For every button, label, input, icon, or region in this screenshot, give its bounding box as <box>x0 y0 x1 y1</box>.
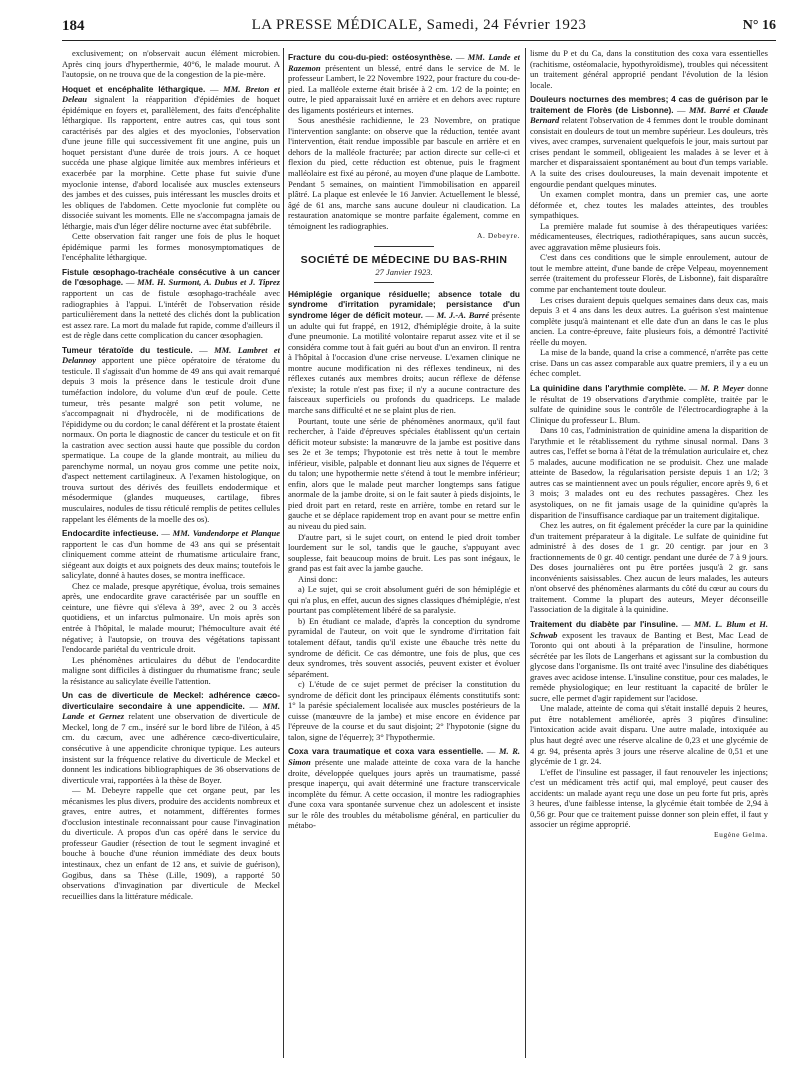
body-paragraph <box>530 189 768 221</box>
body-paragraph <box>62 785 280 901</box>
paragraph-text: Pourtant, toute une série de phénomènes anormaux, qu'il faut rechercher, à l'aide d'épreuves spéciales établissent qu'un certain déficit moteur subsiste: la manœuvre de la jambe est positive dans ses 2e et 3e temps; l'hypotonie est très nette à tout le membre inférieur, visible, palpable et donnant lieu aux signes de l'équerre et du talon; une hypothermie nette s'étend à tout le membre inférieur; enfin, alors que le malade peut marcher longtemps sans fatigue anormale de la jambe droite, si on le fait sauter à pieds disjoints, le pied droit part en retard, reste en arrière, tombe en retard sur le gauche et se déplace rapidement trop en avant pour se mettre enfin au niveau du pied sain. <box>288 415 520 531</box>
article-authors: MM. Lambret et Delannoy <box>62 344 280 366</box>
paragraph-text: Un examen complet montra, dans un premier cas, une aorte déformée et, chez toutes les malades atteintes, des troubles sympathiques. <box>530 189 768 221</box>
body-paragraph <box>62 655 280 687</box>
article-heading: Endocardite infectieuse. <box>62 528 159 539</box>
paragraph-text: Sous anesthésie rachidienne, le 23 Novembre, on pratique l'intervention sanglante: on observe que la réduction, tentée avant l'intervention, était rendue impossible par bascule en arrière et en dehors de la malléole fracturée; par action directe sur celle-ci et flexion du pied, cette réduction est obtenue, puis le fragment malléolaire est fixé au péroné, au moyen d'une plaque de Lambotte. Pendant 5 semaines, on maintient l'immobilisation en appareil plâtré. La plaque est enlevée le 16 Janvier. Actuellement le blessé, âgé de 61 ans, marche sans aucune douleur ni claudication. La restauration anatomique se montre parfaite également, comme en témoignent les radiographies. <box>288 115 520 231</box>
issue-number: N° 16 <box>742 18 776 33</box>
article-heading: Fracture du cou-du-pied: ostéosynthèse. <box>288 52 453 62</box>
article-authors: MM. L. Blum et H. Schwab <box>530 618 768 640</box>
body-paragraph <box>530 425 768 520</box>
paragraph-text: L'effet de l'insuline est passager, il faut renouveler les injections; c'est un médicament très actif qui, mal employé, peut causer des accidents: un malade ayant reçu une dose un peu forte fut pris, après 3 heures, d'une faiblesse intense, la glycémie était tombée de 2,94 à 0,56 gr. Pour que ce traitement puisse donner son plein effet, il faut y associer un régime approprié. <box>530 766 768 830</box>
society-heading: SOCIÉTÉ DE MÉDECINE DU BAS-RHIN <box>300 253 508 266</box>
body-paragraph <box>62 48 280 80</box>
article-authors: MM. Lande et Razemon <box>288 52 520 73</box>
paragraph-text: Cette observation fait ranger une fois de plus le hoquet épidémique parmi les formes monosymptomatiques de l'encéphalite léthargique. <box>62 231 280 263</box>
paragraph-text: présentent un blessé, entré dans le service de M. le professeur Lambert, le 22 Novembre 1922, pour fracture du cou-de-pied. La malléole externe était brisée à 2 cm. 1/2 de la pointe; en outre, le pied apparaissait luxé en arrière et en dehors avec rupture des ligaments postérieurs et internes. <box>288 62 520 115</box>
paragraph-text: — M. Debeyre rappelle que cet organe peut, par les mécanismes les plus divers, produire des accidents nombreux et graves, entre autres, et notamment, différentes formes d'occlusion intestinale reconnaissant pour cause l'invagination du diverticule. A propos d'un cas opéré dans le service du professeur Gaudier (résection de tout le segment invaginé et bouche à bouche d'une réunion immédiate des deux bouts intestinaux, chez un enfant de 12 ans, et suivie de guérison), Gogibus, dans sa Thèse (Lille, 1909), a rapporté 50 observations d'invagination par diverticule de Meckel recueillies dans la littérature médicale. <box>62 785 280 901</box>
paragraph-text: Une malade, atteinte de coma qui s'était installé depuis 2 heures, put être notablement améliorée, après 3 piqûres d'insuline: l'intoxication acide avait disparu. Une autre malade, intoxiquée au plus haut degré avec une réserve alcaline de 0,23 et une glycémie de 4 gr. 94, présenta après 3 jours une réserve alcaline de 0,51 et une glycémie de 1 gr. 24. <box>530 703 768 767</box>
paragraph-text: Les crises duraient depuis quelques semaines dans deux cas, mais depuis 3 et 4 ans dans les deux autres. La guérison s'est maintenue complète jusqu'à maintenant et elle date d'un an dans le cas le plus ancien. La contre-épreuve, faite plusieurs fois, a démontré l'activité réelle du moyen. <box>530 294 768 347</box>
article-authors: M. R. Simon <box>288 746 520 767</box>
article-authors: MM. H. Surmont, A. Dubus et J. Tiprez <box>137 277 280 288</box>
paragraph-text: rapportent un cas de fistule œsophago-trachéale avec radiographies à l'appui. L'intérêt de l'observation réside particulièrement dans la netteté des clichés dont la publication est assez rare. La mort du malade fut rapide, comme d'ailleurs il est de règle dans cette complication du cancer œsophagien. <box>62 288 280 341</box>
separator-rule <box>374 246 434 247</box>
paragraph-text: Chez les autres, on fit également précéder la cure par la quinidine d'un traitement préparateur à la digitale. Le sulfate de quinidine fut administré à des doses de 1 gr. 20 centigr. par jour en 3 fractionnements de 0 gr. 40 centigr. pendant une durée de 7 à 9 jours. Des doses journalières ont pu être portées jusqu'à 2 gr. sans inconvénients saisissables. Chez aucun de leurs malades, les auteurs n'ont observé des phénomènes alarmants du côté du cœur au cours du traitement. Comme la plupart des auteurs, Meyer déconseille l'association de la digitale à la quinidine. <box>530 520 768 615</box>
body-paragraph <box>530 347 768 379</box>
author-signature: A. Debeyre. <box>476 231 520 241</box>
article-authors: MM. Barré et Claude Bernard <box>530 104 768 126</box>
article-heading: Douleurs nocturnes des membres; 4 cas de guérison par le traitement de Florès (de Lisbonne). <box>530 94 768 115</box>
article-paragraph: Traitement du diabète par l'insuline. — MM. L. Blum et H. Schwab exposent les travaux de Banting et Best, Mac Lead de Toronto qui ont abouti à la préparation de l'insuline, hormone sécrétée par les îlots de Langerhans et agissant sur la combustion du glycose dans l'organisme. Ils ont traité avec l'insuline des diabétiques graves avec acidose intense. L'insuline constitue, pour ces malades, le remède physiologique; en leur restituant la capacité de brûler le sucre, elle permet d'agir rapidement sur l'acidose. <box>530 618 768 703</box>
paragraph-text: Ainsi donc: <box>298 573 338 584</box>
article-heading: La quinidine dans l'arythmie complète. <box>530 382 686 393</box>
article-paragraph: Coxa vara traumatique et coxa vara essentielle. — M. R. Simon présente une malade atteinte de coxa vara de la hanche droite, développée quelques jours après un traumatisme, passé presque inaperçu, qui avait déterminé une fracture transcervicale incomplète du fémur. A cette occasion, il montre les radiographies d'une coxa vara spontanée survenue chez un adolescent et insiste sur le rôle des troubles du métabolisme général, en particulier du métabo- <box>288 746 520 831</box>
paragraph-text: c) L'étude de ce sujet permet de préciser la constitution du syndrome de déficit dont les principaux éléments constitutifs sont: 1° la parésie spécialement localisée aux muscles postérieurs de la cuisse (manœuvre de la jambe) et mise encore en évidence par l'épreuve de la course et du saut disjoint; 2° l'hypotonie (signe du talon, signe de l'équerre); 3° l'hypothermie. <box>288 679 520 742</box>
column-middle <box>288 48 520 1060</box>
separator-rule <box>374 282 434 283</box>
paragraph-text: exclusivement; on n'observait aucun élément microbien. Après cinq jours d'hyperthermie, 40°6, le malade mourut. A l'autopsie, on ne trouva que de la congestion de la pie-mère. <box>62 48 280 80</box>
paragraph-text: Chez ce malade, presque apyrétique, évolua, trois semaines après, une endocardite grave caractérisée par un souffle en ceinture, une fièvre qui s'éleva à 39°, avec 2 ou 3 accès quotidiens, et un infarctus pulmonaire. Un mois après son entrée à l'hôpital, le malade mourut; l'hémoculture avait été négative; à l'autopsie, on trouva des végétations tapissant l'endocarde pariétal du ventricule droit. <box>62 580 280 655</box>
article-paragraph: Endocardite infectieuse. — MM. Vandendorpe et Planque rapportent le cas d'un homme de 43 ans qui se présentait cliniquement comme atteint de rhumatisme articulaire franc, siégeant aux doigts et aux poignets des deux mains; toutefois le salicylate, donné à hautes doses, se montra inefficace. <box>62 528 280 581</box>
paragraph-text: présente un adulte qui fut frappé, en 1912, d'hémiplégie droite, à la suite d'une pneumonie. La motilité volontaire reparut assez vite et il se considéra comme tout à fait guéri au bout d'un an environ. Il rentra à l'hôpital à l'occasion d'une crise nerveuse. L'examen clinique ne montre aucune modification ni des réflexes tendineux, ni des réflexes cutanés aux membres droits; aucun réflexe de défense n'existe; la rotule n'est pas fixe; il n'y a aucune contracture des faisceaux superficiels ou profonds du quadriceps. Le malade marche sans difficulté et ne se plaint plus de rien. <box>288 310 520 415</box>
paragraph-text: La mise de la bande, quand la crise a commencé, n'arrête pas cette crise. Dans un cas assez comparable aux quatre premiers, il y a eu un échec complet. <box>530 347 768 379</box>
paragraph-text: relatent une observation de diverticule de Meckel, long de 7 cm., inséré sur le bord libre de l'iléon, à 45 cm. du cæcum, avec une adhérence cæco-diverticulaire, consécutive à une appendicite chronique typique. Les auteurs insistent sur la fréquence relative du diverticule de Meckel et donnent les indications bibliographiques de 36 observations de diverticule vrai, rapportées à la thèse de Boyer. <box>62 711 280 785</box>
paragraph-text: présente une malade atteinte de coxa vara de la hanche droite, développée quelques jours après un traumatisme, passé presque inaperçu, qui avait déterminé une fracture transcervicale incomplète du fémur. A cette occasion, il montre les radiographies d'une coxa vara spontanée survenue chez un adolescent et insiste sur le rôle des troubles du métabolisme général, en particulier du métabo- <box>288 757 520 831</box>
paragraph-text: signalent la réapparition d'épidémies de hoquet épidémique en foyers et, parallèlement, des faits d'encéphalite léthargique. Ils rapportent, entre autres cas, qui tous sont caractérisés par des algies et des myoclonies, l'observation d'une jeune fille qui successivement fit une angine, puis un hoquet persistant d'une durée de trois jours. A ce hoquet succéda une phase algique limitée aux membres inférieurs et exacerbée par la morphine. Cette phase fut suivie d'une myoclonie intense, d'abord localisée aux muscles extenseurs des jambes et des cuisses, puis intéressant les muscles droits et les obliques de l'abdomen. Cette myoclonie fut complète ou dissociée suivant les moments. Elle ne s'accompagna jamais de léthargie, mais d'un léger délire nocturne avec état subfébrile. <box>62 94 280 231</box>
body-paragraph <box>288 416 520 532</box>
paragraph-text: lisme du P et du Ca, dans la constitution des coxa vara essentielles (rachitisme, ostéomalacie, hypothyroïdisme), troubles qui nécessitent un traitement général approprié pendant l'évolution de la lésion locale. <box>530 48 768 90</box>
paragraph-text: C'est dans ces conditions que le simple enroulement, autour de tout le membre atteint, d'une bande de crêpe Velpeau, moyennement serrée (traitement du professeur Florès, de Lisbonne), fait disparaître comme par enchantement toute douleur. <box>530 252 768 295</box>
body-paragraph <box>530 703 768 766</box>
body-paragraph <box>288 584 520 616</box>
body-paragraph <box>530 221 768 253</box>
body-paragraph <box>62 231 280 263</box>
article-heading: Hoquet et encéphalite léthargique. <box>62 83 206 94</box>
paragraph-text: La première malade fut soumise à des thérapeutiques variées: médicamenteuses, électriques, radiothérapiques, sans aucun succès, avec aggravation même plusieurs fois. <box>530 220 768 252</box>
body-paragraph <box>530 252 768 294</box>
article-paragraph: Douleurs nocturnes des membres; 4 cas de guérison par le traitement de Florès (de Lisbonne). — MM. Barré et Claude Bernard relatent l'observation de 4 femmes dont le trouble dominant consistait en douleurs de tout un membre supérieur. Les douleurs, très vives, avec crampes, survenaient quelquefois le jour, mais surtout par crises pendant le sommeil, obligeaient les malades à se lever et à marcher et disparaissaient spontanément au bout d'un temps variable. A la suite des crises douloureuses, la main devenait impotente et engourdie pendant quelques minutes. <box>530 94 768 189</box>
paragraph-text: Les phénomènes articulaires du début de l'endocardite maligne sont difficiles à distinguer du rhumatisme franc; seule la résistance au salicylate éveille l'attention. <box>62 654 280 686</box>
column-rule <box>525 48 526 1058</box>
paragraph-text: relatent l'observation de 4 femmes dont le trouble dominant consistait en douleurs de tout un membre supérieur. Les douleurs, très vives, avec crampes, survenaient quelquefois le jour, mais surtout par crises pendant le sommeil, obligeaient les malades à se lever et à marcher et disparaissaient spontanément au bout d'un temps variable. A la suite des crises douloureuses, la main devenait impotente et engourdie pendant quelques minutes. <box>530 115 768 189</box>
paragraph-text: exposent les travaux de Banting et Best, Mac Lead de Toronto qui ont abouti à la préparation de l'insuline, hormone sécrétée par les îlots de Langerhans et agissant sur la combustion du glycose dans l'organisme. Ils ont traité avec l'insuline des diabétiques graves avec acidose intense. L'insuline constitue, pour ces malades, le remède physiologique; en leur restituant la capacité de brûler le sucre, elle permet d'agir rapidement sur l'acidose. <box>530 629 768 703</box>
paragraph-text: donne le résultat de 19 observations d'arythmie complète, traitée par le sulfate de quinidine sous le contrôle de l'électrocardiographe à la Clinique du professeur L. Blum. <box>530 382 768 425</box>
body-paragraph <box>530 767 768 830</box>
paragraph-text: rapportent le cas d'un homme de 43 ans qui se présentait cliniquement comme atteint de rhumatisme articulaire franc, siégeant aux doigts et aux poignets des deux mains; toutefois le salicylate, donné à hautes doses, se montra inefficace. <box>62 538 280 581</box>
paragraph-text: D'autre part, si le sujet court, on entend le pied droit tomber lourdement sur le sol, tandis que le gauche, s'appuyant avec souplesse, fait beaucoup moins de bruit. Les pas sont inégaux, le grand pas est fait avec la jambe gauche. <box>288 531 520 574</box>
article-paragraph: Tumeur tératoïde du testicule. — MM. Lambret et Delannoy apportent une pièce opératoire de tératome du testicule. Il s'agissait d'un homme de 49 ans qui avait remarqué depuis 3 mois la présence dans le testicule droit d'une tuméfaction indolore, du volume d'un œuf de poule. Cette tumeur, très pesante malgré son petit volume, ne s'accompagnait ni d'hydrocèle, ni de modifications de l'épididyme ou du cordon; le canal déférent et la prostate étaient normaux. On porta le diagnostic de cancer du testicule et on fit la castration avec section aussi haute que possible du cordon spermatique. La coupe de la glande montrait, au milieu du parenchyme normal, un noyau gros comme une petite noix, d'aspect nettement cartilagineux. A l'examen histologique, on trouva surtout des dérivés des feuillets endodermique et mésodermique (glandes muqueuses, cartilage, fibres musculaires, nodules de tissu réticulé remplis de petites cellules rappelant les éléments de la moelle des os). <box>62 344 280 524</box>
body-paragraph <box>530 520 768 615</box>
article-heading: Hémiplégie organique résiduelle; absence totale du syndrome d'irritation pyramidale; persistance d'un syndrome léger de déficit moteur. <box>288 288 520 321</box>
article-paragraph: Hémiplégie organique résiduelle; absence totale du syndrome d'irritation pyramidale; persistance d'un syndrome léger de déficit moteur. — M. J.-A. Barré présente un adulte qui fut frappé, en 1912, d'hémiplégie droite, à la suite d'une pneumonie. La motilité volontaire reparut assez vite et il se considéra comme tout à fait guéri au bout d'un an environ. Il rentra à l'hôpital à l'occasion d'une crise nerveuse. L'examen clinique ne montre aucune modification ni des réflexes tendineux, ni des réflexes cutanés aux membres droits; aucun réflexe de défense n'existe; la rotule n'est pas fixe; il n'y a aucune contracture des faisceaux superficiels ou profonds du quadriceps. Le malade marche sans difficulté et ne se plaint plus de rien. <box>288 288 520 415</box>
column-rule <box>283 48 284 1058</box>
article-authors: MM. Vandendorpe et Planque <box>172 528 280 539</box>
article-paragraph: La quinidine dans l'arythmie complète. — M. P. Meyer donne le résultat de 19 observations d'arythmie complète, traitée par le sulfate de quinidine sous le contrôle de l'électrocardiographe à la Clinique du professeur L. Blum. <box>530 382 768 425</box>
body-paragraph <box>288 616 520 679</box>
article-heading: Tumeur tératoïde du testicule. <box>62 344 193 355</box>
article-authors: M. P. Meyer <box>700 382 745 393</box>
page-header <box>62 14 776 41</box>
body-paragraph <box>288 532 520 574</box>
body-paragraph <box>288 115 520 231</box>
column-right <box>530 48 768 1060</box>
article-paragraph: Fracture du cou-du-pied: ostéosynthèse. — MM. Lande et Razemon présentent un blessé, entré dans le service de M. le professeur Lambert, le 22 Novembre 1922, pour fracture du cou-de-pied. La malléole externe était brisée à 2 cm. 1/2 de la pointe; en outre, le pied apparaissait luxé en arrière et en dehors avec rupture des ligaments postérieurs et internes. <box>288 52 520 115</box>
article-heading: Traitement du diabète par l'insuline. <box>530 618 678 629</box>
paragraph-text: b) En étudiant ce malade, d'après la conception du syndrome pyramidal de l'auteur, on voit que le syndrome d'irritation fait totalement défaut, tandis qu'il existe une ébauche très nette du syndrome de déficit. Ce cas démontre, une fois de plus, que ces deux syndromes, très souvent associés, peuvent exister et évoluer séparément. <box>288 615 520 679</box>
body-paragraph <box>530 295 768 348</box>
paragraph-text: apportent une pièce opératoire de tératome du testicule. Il s'agissait d'un homme de 49 ans qui avait remarqué depuis 3 mois la présence dans le testicule droit d'une tuméfaction indolore, du volume d'un œuf de poule. Cette tumeur, très pesante malgré son petit volume, ne s'accompagnait ni d'hydrocèle, ni de modifications de l'épididyme ou du cordon; le canal déférent et la prostate étaient normaux. On porta le diagnostic de cancer du testicule et on fit la castration avec section aussi haute que possible du cordon spermatique. La coupe de la glande montrait, au milieu du parenchyme normal, un noyau gros comme une petite noix, d'aspect nettement cartilagineux. A l'examen histologique, on trouva surtout des dérivés des feuillets endodermique et mésodermique (glandes muqueuses, cartilage, fibres musculaires, nodules de tissu réticulé remplis de petites cellules rappelant les éléments de la moelle des os). <box>62 355 280 524</box>
article-paragraph: Hoquet et encéphalite léthargique. — MM. Breton et Deleau signalent la réapparition d'épidémies de hoquet épidémique en foyers et, parallèlement, des faits d'encéphalite léthargique. Ils rapportent, entre autres cas, qui tous sont caractérisés par des algies et des myoclonies, l'observation d'une jeune fille qui successivement fit une angine, puis un hoquet persistant d'une durée de trois jours. A ce hoquet succéda une phase algique limitée aux membres inférieurs et exacerbée par la morphine. Cette phase fut suivie d'une myoclonie intense, d'abord localisée aux muscles extenseurs des jambes et des cuisses, puis intéressant les muscles droits et les obliques de l'abdomen. Cette myoclonie fut complète ou dissociée suivant les moments. Elle ne s'accompagna jamais de léthargie, mais d'un léger délire nocturne avec état subfébrile. <box>62 83 280 231</box>
paragraph-text: Dans 10 cas, l'administration de quinidine amena la disparition de l'arythmie et le rétablissement du rythme sinusal normal. Dans 3 autres cas, l'effet se borna à l'état de la trémulation auriculaire et, chez 5 malades, aucune modification ne se produisit. Chez une malade atteinte de Basedow, la régularisation persiste depuis 1 an 1/2; 3 autres cas se maintiennent avec un pouls régulier, encore après 9, 6 et 3 mois; 3 malades ont eu des rechutes passagères. Chez les asystoliques, on ne fit jamais usage de la quinidine qu'après la disparition de l'insuffisance cardiaque par un traitement digitalique. <box>530 425 768 520</box>
article-heading: Un cas de diverticule de Meckel: adhérence cæco-diverticulaire secondaire à une appendicite. <box>62 690 280 711</box>
article-authors: M. J.-A. Barré <box>436 310 490 321</box>
article-authors: MM. Breton et Deleau <box>62 83 280 105</box>
body-paragraph <box>288 679 520 742</box>
body-paragraph <box>288 574 520 585</box>
journal-title: LA PRESSE MÉDICALE, Samedi, 24 Février 1923 <box>251 17 587 33</box>
paragraph-text: a) Le sujet, qui se croit absolument guéri de son hémiplégie et qui n'a plus, en effet, aucun des signes classiques d'hémiplégie, n'est pourtant pas complètement libéré de sa paralysie. <box>288 584 520 616</box>
column-left <box>62 48 280 1060</box>
article-paragraph: Un cas de diverticule de Meckel: adhérence cæco-diverticulaire secondaire à une appendicite. — MM. Lande et Gernez relatent une observation de diverticule de Meckel, long de 7 cm., inséré sur le bord libre de l'iléon, à 45 cm. du cæcum, avec une adhérence cæco-diverticulaire, consécutive à une appendicite chronique typique. Les auteurs insistent sur la fréquence relative du diverticule de Meckel et donnent les indications bibliographiques de 36 observations de diverticule vrai, rapportées à la thèse de Boyer. <box>62 690 280 785</box>
body-paragraph <box>62 581 280 655</box>
article-authors: MM. Lande et Gernez <box>62 700 280 722</box>
article-paragraph: Fistule œsophago-trachéale consécutive à un cancer de l'œsophage. — MM. H. Surmont, A. Dubus et J. Tiprez rapportent un cas de fistule œsophago-trachéale avec radiographies à l'appui. L'intérêt de l'observation réside particulièrement dans la netteté des clichés dont la publication est assez rare. La mort du malade fut rapide, comme d'ailleurs il est de règle dans cette complication du cancer œsophagien. <box>62 266 280 341</box>
article-heading: Coxa vara traumatique et coxa vara essentielle. <box>288 746 484 757</box>
page-number: 184 <box>62 18 85 34</box>
body-paragraph <box>530 48 768 90</box>
session-date: 27 Janvier 1923. <box>375 267 433 278</box>
author-signature: Eugène Gelma. <box>713 829 768 839</box>
article-heading: Fistule œsophago-trachéale consécutive à un cancer de l'œsophage. <box>62 266 280 288</box>
